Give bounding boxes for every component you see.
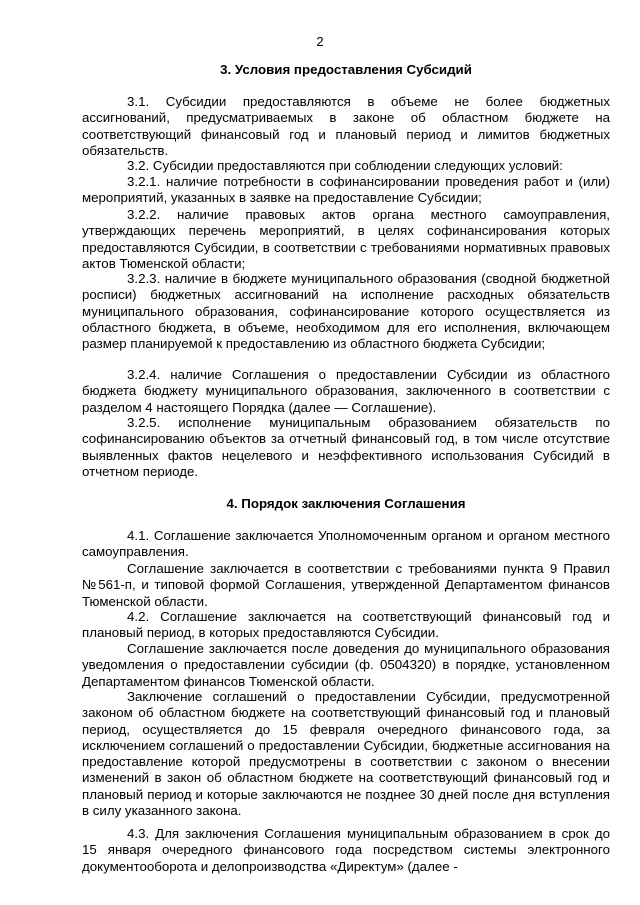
- paragraph-3-2-3: 3.2.3. наличие в бюджете муниципального образования (сводной бюджетной росписи) бюджетных ассигнований на исполнение расходных обязательств муниципального образования, софинансирование которого осуществляется из областного бюджета, в объеме, необходимом для его исполнения, включающем размер планируемой к предоставлению из областного бюджета Субсидии;: [82, 271, 610, 352]
- section-3-heading: 3. Условия предоставления Субсидий: [220, 62, 472, 77]
- paragraph-4-1: 4.1. Соглашение заключается Уполномоченным органом и органом местного самоуправления.: [82, 528, 610, 560]
- paragraph-3-2-5: 3.2.5. исполнение муниципальным образованием обязательств по софинансированию объектов за отчетный финансовый год, в том числе отсутствие выявленных фактов нецелевого и неэффективного использования Субсидий в отчетном периоде.: [82, 415, 610, 479]
- paragraph-4-2-deadlines: Заключение соглашений о предоставлении Субсидии, предусмотренной законом об областном бюджете на соответствующий финансовый год и плановый период, осуществляется до 15 февраля очередного финансового года, за исключением соглашений о предоставлении Субсидии, бюджетные ассигнования на предоставление которой предусмотрены в соответствии с законом о внесении изменений в закон об областном бюджете на соответствующий финансовый год и плановый период и которые заключаются не позднее 30 дней после дня вступления в силу указанного закона.: [82, 689, 610, 819]
- paragraph-3-2: 3.2. Субсидии предоставляются при соблюдении следующих условий:: [127, 158, 563, 173]
- page-number: 2: [316, 34, 324, 49]
- paragraph-3-1: 3.1. Субсидии предоставляются в объеме не более бюджетных ассигнований, предусматриваемых в законе об областном бюджете на соответствующий финансовый год и плановый период и лимитов бюджетных обязательств.: [82, 94, 610, 158]
- section-4-heading: 4. Порядок заключения Соглашения: [226, 496, 466, 511]
- paragraph-3-2-2: 3.2.2. наличие правовых актов органа местного самоуправления, утверждающих перечень мероприятий, в целях софинансирования которых предоставляются Субсидии, в соответствии с требованиями нормативных правовых актов Тюменской области;: [82, 207, 610, 271]
- paragraph-4-3: 4.3. Для заключения Соглашения муниципальным образованием в срок до 15 января очередного финансового года посредством системы электронного документооборота и делопроизводства «Директум» (далее -: [82, 826, 610, 874]
- paragraph-4-2: 4.2. Соглашение заключается на соответствующий финансовый год и плановый период, в которых предоставляются Субсидии.: [82, 609, 610, 641]
- paragraph-3-2-1: 3.2.1. наличие потребности в софинансировании проведения работ и (или) мероприятий, указанных в заявке на предоставление Субсидии;: [82, 174, 610, 206]
- paragraph-4-2-cont: Соглашение заключается после доведения до муниципального образования уведомления о предоставлении субсидии (ф. 0504320) в порядке, установленном Департаментом финансов Тюменской области.: [82, 641, 610, 689]
- paragraph-3-2-4: 3.2.4. наличие Соглашения о предоставлении Субсидии из областного бюджета бюджету муниципального образования, заключенного в соответствии с разделом 4 настоящего Порядка (далее — Соглашение).: [82, 367, 610, 415]
- paragraph-4-1-cont: Соглашение заключается в соответствии с требованиями пункта 9 Правил №561-п, и типовой формой Соглашения, утвержденной Департаментом финансов Тюменской области.: [82, 561, 610, 609]
